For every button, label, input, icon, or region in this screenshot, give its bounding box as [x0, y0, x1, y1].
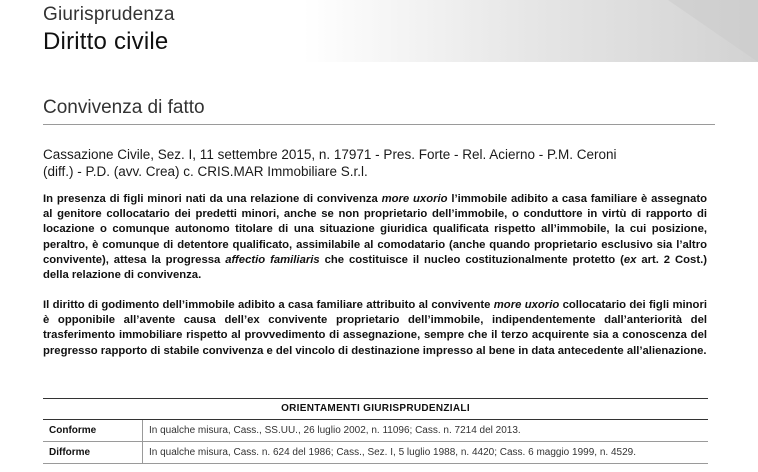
header-decoration	[668, 0, 758, 62]
massima-paragraph-1	[43, 192, 707, 283]
table-row	[43, 442, 708, 464]
massima1-italic-b: affectio familiaris	[225, 253, 320, 266]
massima1-text-d: art. 2 Cost.) della relazione di convivenza.	[43, 253, 707, 282]
page-title: Diritto civile	[43, 28, 169, 55]
row-label-difforme: Difforme	[43, 442, 143, 463]
row-text-difforme: In qualche misura, Cass. n. 624 del 1986; Cass., Sez. I, 5 luglio 1988, n. 4420; Cass. 6 maggio 1999, n. 4529.	[149, 447, 636, 458]
massima1-text-c: che costituisce il nucleo costituzionalmente protetto (	[319, 253, 624, 266]
table-row	[43, 420, 708, 442]
massima2-text-b: collocatario dei figli minori è opponibile all’avente causa dell’ex convivente proprietario dell’immobile, indipendentemente dall’anteriorità del trasferimento immobiliare rispetto al provvedimento di assegnazione, sempre che il terzo acquirente sia a conoscenza del pregresso rapporto di stabile convivenza e del vincolo di destinazione impresso al bene in data antecedente all’alienazione.	[43, 299, 707, 357]
case-citation	[43, 146, 707, 180]
massima1-text-a: In presenza di figli minori nati da una relazione di convivenza	[43, 193, 382, 205]
massima-paragraph-2	[43, 298, 707, 359]
row-label-conforme: Conforme	[43, 420, 143, 441]
massima1-italic-a: more uxorio	[381, 193, 448, 205]
massima2-text-a: Il diritto di godimento dell’immobile adibito a casa familiare attribuito al convivente	[43, 299, 494, 311]
citation-line-1: Cassazione Civile, Sez. I, 11 settembre 2015, n. 17971 - Pres. Forte - Rel. Acierno - P.M. Ceroni	[43, 147, 617, 162]
massima1-italic-c: ex	[623, 253, 637, 266]
table-heading: ORIENTAMENTI GIURISPRUDENZIALI	[43, 398, 708, 420]
massima2-italic-a: more uxorio	[493, 299, 560, 311]
section-divider	[43, 124, 715, 125]
row-text-conforme: In qualche misura, Cass., SS.UU., 26 luglio 2002, n. 11096; Cass. n. 7214 del 2013.	[149, 425, 521, 436]
citation-line-2: (diff.) - P.D. (avv. Crea) c. CRIS.MAR Immobiliare S.r.l.	[43, 164, 368, 179]
massima1-text-b: l’immobile adibito a casa familiare è assegnato al genitore collocatario dei predetti minori, anche se non proprietario dell’immobile, o conduttore in virtù di rapporto di locazione o comunque autonomo titolare di una situazione giuridica qualificata rispetto all’immobile, la cui posizione, peraltro, è comunque di detentore qualificato, assimilabile al comodatario (anche quando proprietario esclusivo sia l’altro convivente), attesa la progressa	[43, 193, 707, 266]
orientamenti-table	[43, 398, 708, 464]
section-title: Convivenza di fatto	[43, 97, 205, 118]
section-kicker: Giurisprudenza	[43, 4, 175, 25]
